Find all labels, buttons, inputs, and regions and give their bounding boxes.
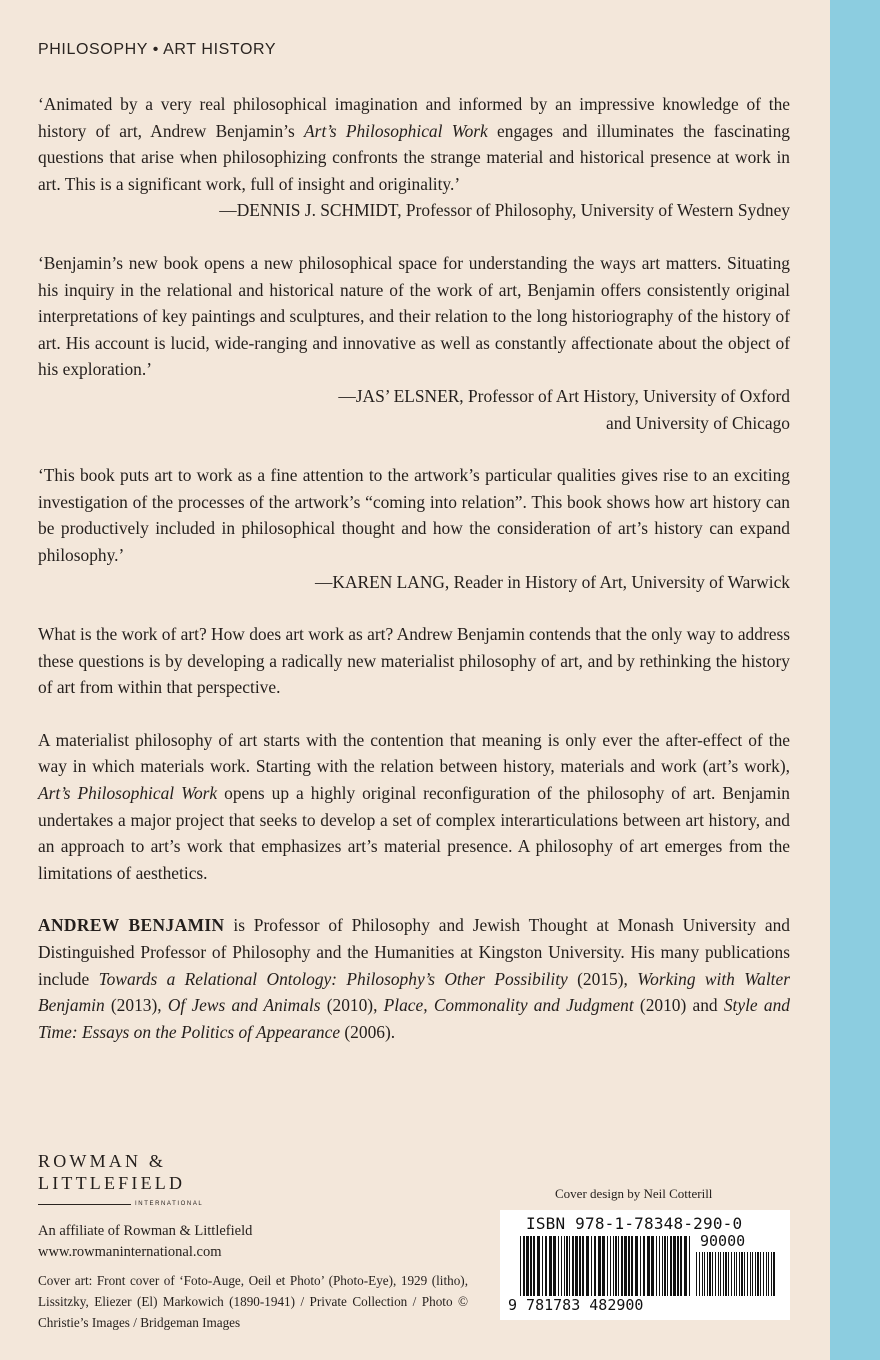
book-description (38, 621, 790, 886)
barcode-bar (760, 1252, 761, 1296)
publisher-website: www.rowmaninternational.com (38, 1244, 222, 1261)
barcode-bar (647, 1236, 650, 1296)
main-content (38, 91, 790, 1045)
barcode-bar (533, 1236, 535, 1296)
barcode-bar (566, 1236, 568, 1296)
quote-attribution: —JAS’ ELSNER, Professor of Art History, University of Oxford (338, 385, 790, 406)
barcode-bar (734, 1252, 735, 1296)
barcode-bar (624, 1236, 627, 1296)
barcode-bar (684, 1236, 687, 1296)
barcode-bar (628, 1236, 630, 1296)
barcode-bar (750, 1252, 751, 1296)
author-bio: ANDREW BENJAMIN is Professor of Philosophy and Jewish Thought at Monash University and Distinguished Professor of Philosophy and the Humanities at Kingston University. His many publications include Towards a Relational Ontology: Philosophy’s Other Possibility (2015), Working with Walter Benjamin (2013), Of Jews and Animals (2010), Place, Commonality and Judgment (2010) and Style and Time: Essays on the Politics of Appearance (2006). (38, 915, 790, 1042)
barcode-bar (715, 1252, 716, 1296)
quote-text: ‘This book puts art to work as a fine attention to the artwork’s particular qualities gives rise to an exciting investigation of the processes of the artwork’s “coming into relation”. This book shows how art history can be productively included in philosophical thought and how the consideration of art’s history can expand philosophy.’ (38, 465, 790, 565)
spine-stripe (830, 0, 880, 1360)
barcode-bar (520, 1236, 521, 1296)
description-paragraph-2: A materialist philosophy of art starts with the contention that meaning is only ever the after-effect of the way in which materials work. Starting with the relation between history, materials and work (art’s work), Art’s Philosophical Work opens up a highly original reconfiguration of the philosophy of art. Benjamin undertakes a major project that seeks to develop a set of complex interarticulations between art history, and an approach to art’s work that emphasizes art’s material presence. A philosophy of art emerges from the limitations of aesthetics. (38, 729, 790, 883)
author-name: ANDREW BENJAMIN (38, 915, 225, 936)
barcode-bar (709, 1252, 711, 1296)
barcode-bar (545, 1236, 547, 1296)
book-title: Art’s Philosophical Work (304, 120, 488, 141)
addon-barcode-bars (696, 1252, 776, 1296)
barcode-bar (771, 1252, 772, 1296)
barcode-bar (680, 1236, 682, 1296)
barcode-bar (602, 1236, 605, 1296)
barcode-bar (712, 1252, 713, 1296)
price-addon-number: 90000 (700, 1232, 746, 1250)
barcode-bar (643, 1236, 645, 1296)
barcode-bar (744, 1252, 745, 1296)
cover-art-credit: Cover art: Front cover of ‘Foto-Auge, Oeil et Photo’ (Photo-Eye), 1929 (litho), Lissitzky, Eliezer (El) Markowich (1890-1941) / Private Collection / Photo © Christie’s Images / Bridgeman Images (38, 1273, 468, 1330)
barcode-bar (542, 1236, 543, 1296)
endorsement-quote-1 (38, 91, 790, 224)
barcode-bar (530, 1236, 532, 1296)
barcode-bar (667, 1236, 668, 1296)
barcode-bar (723, 1252, 724, 1296)
logo-rule (38, 1204, 131, 1205)
barcode-bar (558, 1236, 559, 1296)
barcode-bar (564, 1236, 565, 1296)
barcode-bar (766, 1252, 767, 1296)
barcode-bar (773, 1252, 775, 1296)
barcode-bar (736, 1252, 737, 1296)
endorsement-quote-2 (38, 250, 790, 436)
barcode-bar (631, 1236, 633, 1296)
barcode-bar (664, 1236, 666, 1296)
barcode-bar (579, 1236, 581, 1296)
isbn-number: ISBN 978-1-78348-290-0 (526, 1214, 743, 1233)
quote-text: ‘Benjamin’s new book opens a new philosophical space for understanding the ways art matters. Situating his inquiry in the relational and historical nature of the work of art, Benjamin offers consistently original interpretations of key paintings and sculptures, and their relation to the long historiography of the history of art. His account is lucid, wide-ranging and innovative as well as constantly affectionate about the object of his exploration.’ (38, 252, 790, 380)
barcode-bar (696, 1252, 697, 1296)
barcode-bar (689, 1236, 690, 1296)
barcode-bar (768, 1252, 769, 1296)
barcode-bar (677, 1236, 679, 1296)
barcode-bar (537, 1236, 540, 1296)
barcode-bar (720, 1252, 721, 1296)
barcode-bar (725, 1252, 727, 1296)
barcode-bar (731, 1252, 732, 1296)
publisher-block (38, 1150, 338, 1263)
barcode-bar (747, 1252, 748, 1296)
quote-attribution-line2: and University of Chicago (605, 412, 790, 433)
barcode-bar (594, 1236, 596, 1296)
book-title: Art’s Philosophical Work (38, 783, 218, 804)
barcode-bar (757, 1252, 759, 1296)
barcode-bar (549, 1236, 552, 1296)
quote-attribution: —KAREN LANG, Reader in History of Art, University of Warwick (315, 571, 790, 592)
barcode-bar (591, 1236, 592, 1296)
barcode-bar (656, 1236, 657, 1296)
publication-title: Towards a Relational Ontology: Philosophy’s Other Possibility (98, 968, 568, 989)
ean-number: 9 781783 482900 (508, 1296, 644, 1314)
barcode-bar (569, 1236, 570, 1296)
barcode-bar (755, 1252, 756, 1296)
barcode-bar (523, 1236, 525, 1296)
publication-title: Working with Walter Benjamin (38, 968, 790, 1016)
ean-barcode-bars (520, 1236, 692, 1296)
publisher-logo: ROWMAN & LITTLEFIELD INTERNATIONAL (38, 1151, 204, 1208)
barcode-bar (651, 1236, 654, 1296)
barcode-bar (699, 1252, 700, 1296)
barcode-bar (635, 1236, 638, 1296)
barcode-bar (610, 1236, 611, 1296)
barcode (500, 1210, 790, 1320)
barcode-bar (739, 1252, 740, 1296)
barcode-bar (598, 1236, 601, 1296)
barcode-bar (752, 1252, 753, 1296)
endorsement-quote-3 (38, 462, 790, 595)
barcode-bar (553, 1236, 556, 1296)
barcode-bar (618, 1236, 619, 1296)
barcode-bar (582, 1236, 584, 1296)
quote-text: ‘Animated by a very real philosophical imagination and informed by an impressive knowledge of the history of art, Andrew Benjamin’s Art’s Philosophical Work engages and illuminates the fascinating questions that arise when philosophizing confronts the strange material and historical presence at work in art. This is a significant work, full of insight and originality.’ (38, 94, 791, 194)
barcode-bar (662, 1236, 663, 1296)
barcode-bar (702, 1252, 703, 1296)
publication-title: Place, Commonality and Judgment (383, 995, 634, 1016)
publication-title: Of Jews and Animals (167, 995, 321, 1016)
barcode-bar (586, 1236, 589, 1296)
barcode-bar (572, 1236, 574, 1296)
barcode-bar (561, 1236, 562, 1296)
barcode-bar (640, 1236, 641, 1296)
barcode-bar (607, 1236, 608, 1296)
quote-attribution: —DENNIS J. SCHMIDT, Professor of Philosophy, University of Western Sydney (219, 200, 790, 221)
barcode-bar (673, 1236, 676, 1296)
barcode-bar (704, 1252, 705, 1296)
barcode-bar (621, 1236, 623, 1296)
barcode-bar (575, 1236, 578, 1296)
barcode-bar (718, 1252, 719, 1296)
barcode-bar (741, 1252, 743, 1296)
publication-title: Style and Time: Essays on the Politics of Appearance (38, 995, 790, 1042)
publisher-affiliate: An affiliate of Rowman & Littlefield (38, 1223, 253, 1240)
barcode-bar (615, 1236, 617, 1296)
barcode-bar (526, 1236, 529, 1296)
barcode-bar (613, 1236, 614, 1296)
category-label: PHILOSOPHY • ART HISTORY (38, 41, 277, 58)
barcode-bar (659, 1236, 660, 1296)
barcode-bar (728, 1252, 729, 1296)
barcode-bar (670, 1236, 672, 1296)
cover-design-credit: Cover design by Neil Cotterill (555, 1186, 713, 1201)
barcode-bar (707, 1252, 708, 1296)
description-paragraph-1: What is the work of art? How does art work as art? Andrew Benjamin contends that the only way to address these questions is by developing a radically new materialist philosophy of art, and by rethinking the history of art from within that perspective. (38, 624, 790, 698)
barcode-bar (763, 1252, 764, 1296)
